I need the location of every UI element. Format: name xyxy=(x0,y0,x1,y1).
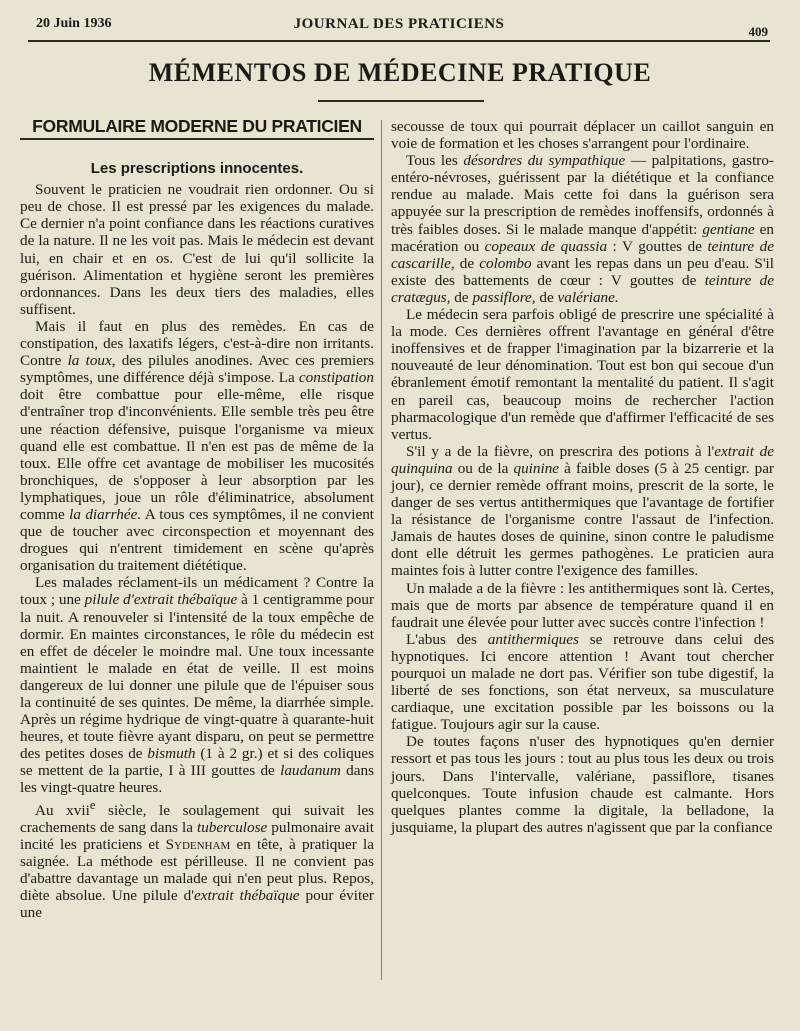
text-run: pulmonaire avait incité les praticiens et xyxy=(20,818,374,853)
text-run: en tête, à pratiquer la saignée. La méthode est périlleuse. Il ne convient pas d'abattre davantage un malade qui n'en peut plus. Repos, diète absolue. Une pilule d' xyxy=(20,835,374,905)
text-run: dans les vingt-quatre heures. xyxy=(20,762,375,797)
emphasis: tuberculose xyxy=(196,818,268,836)
page-title: MÉMENTOS DE MÉDECINE PRATIQUE xyxy=(148,58,652,87)
page-number: 409 xyxy=(748,24,768,39)
title-rule xyxy=(318,100,484,102)
text-run: L'abus des xyxy=(406,630,488,648)
text-run: de xyxy=(454,254,480,272)
text-run: ou de la xyxy=(452,459,514,477)
emphasis: extrait de quinquina xyxy=(391,442,774,477)
superscript: e xyxy=(89,797,96,812)
emphasis: extrait thébaïque xyxy=(193,887,300,905)
emphasis: passiflore, xyxy=(472,288,536,306)
emphasis: quinine xyxy=(513,459,560,477)
paragraph xyxy=(391,152,774,306)
text-run: à 1 centigramme pour la nuit. A renouveler si l'intensité de la toux empêche de dormir. En maintes circonstances, le rôle du médecin est en effet de déceler le moindre mal. Une toux incessante maintient le malade en état de veille. Il est moins dangereux de lui donner une pilule que de l'épuiser sous la continuité de ses quintes. De même, la diarrhée simple. Après un régime hydrique de vingt-quatre à quarante-huit heures, et toute fièvre ayant disparu, on peut se permettre des petites doses de xyxy=(20,591,374,763)
paragraph xyxy=(20,181,374,318)
issue-date: 20 Juin 1936 xyxy=(36,16,112,31)
emphasis: antithermiques xyxy=(487,630,579,648)
author-name: Sydenham xyxy=(165,835,231,853)
paragraph xyxy=(391,580,774,631)
paragraph xyxy=(20,318,374,574)
text-run: en macération ou xyxy=(391,220,775,255)
text-run: Les malades réclament-ils un médicament ? Contre la toux ; une xyxy=(20,574,374,609)
emphasis: teinture de cascarille, xyxy=(391,237,774,272)
text-run: Au xvii xyxy=(35,801,90,819)
paragraph xyxy=(391,443,774,580)
journal-name: JOURNAL DES PRATICIENS xyxy=(293,16,505,32)
emphasis: constipation xyxy=(298,369,374,387)
text-run: Tous les xyxy=(406,152,464,170)
text-run: de xyxy=(535,288,558,306)
text-run: Le médecin sera parfois obligé de prescrire une spécialité à la mode. Ces dernières offrent l'avantage en général d'être inoffensives et de frapper l'imagination par la bizarrerie et la nouveauté de leur dénomination. Tout est bon qui secoue d'un ébranlement émotif remontant la mentalité du patient. Il s'agit en pareil cas, beaucoup moins de rechercher l'action pharmacologique d'un remède que d'affirmer l'efficacité de ses vertus. xyxy=(391,306,774,443)
text-run: (1 à 2 gr.) et si des coliques se mettent de la partie, I à III gouttes de xyxy=(20,745,374,780)
emphasis: laudanum xyxy=(280,762,341,780)
emphasis: la toux, xyxy=(67,352,116,370)
text-run: à faible doses (5 à 25 centigr. par jour), ce dernier remède offrant moins, prescrit de la sorte, le danger de ses vertus antithermiques que l'avantage de fortifier la résistance de l'organisme contre l'assaut de l'infection. Jamais de hautes doses de quinine, sinon contre le paludisme dont elle détruit les germes pathogènes. Le praticien aura maintes fois à lutter contre l'exigence des familles. xyxy=(391,459,774,580)
text-run: Un malade a de la fièvre : les antithermiques sont là. Certes, mais que de morts par absence de température quand il en faudrait une élevée pour lutter avec succès contre l'infection ! xyxy=(391,579,774,631)
emphasis: désordres du sympathique xyxy=(463,152,626,170)
paragraph xyxy=(391,631,774,734)
paragraph xyxy=(391,118,774,152)
text-run: pour éviter une xyxy=(20,887,374,922)
text-run: de xyxy=(450,288,473,306)
column-divider xyxy=(381,120,382,980)
text-run: Mais il faut en plus des remèdes. En cas de constipation, des laxatifs légers, c'est-à-dire non irritants. Contre xyxy=(20,317,374,370)
paragraph xyxy=(391,733,774,836)
right-column xyxy=(391,118,774,836)
emphasis: teinture de cratægus, xyxy=(391,271,774,306)
section-title: FORMULAIRE MODERNE DU PRATICIEN xyxy=(20,118,374,140)
paragraph xyxy=(20,574,374,796)
text-run: S'il y a de la fièvre, on prescrira des potions à l' xyxy=(406,442,715,460)
emphasis: la diarrhée. xyxy=(69,505,142,523)
emphasis: colombo xyxy=(479,254,532,272)
text-run: — palpitations, gastro-entéro-névroses, guérissent par la diététique et la confiance rendue au malade. Mais cette foi dans la guérison sera appuyée sur la prescription de remèdes inoffensifs, ordonnés à très faibles doses. Si le malade manque d'appétit: xyxy=(391,152,774,238)
text-run: secousse de toux qui pourrait déplacer un caillot sanguin en voie de formation et les choses s'arrangent pour l'ordinaire. xyxy=(391,118,774,153)
text-run: doit être combattue pour elle-même, elle risque d'entraîner trop d'inconvénients. Elle semble très peu être une réaction défensive, puisque l'organisme va mieux quand elle est combattue. Il n'en est pas de même de la toux. Elle offre cet avantage de mobiliser les mucosités bronchiques, de s'opposer à leur absorption par les lymphatiques, joue un rôle d'éliminatrice, absolument comme xyxy=(20,386,374,523)
text-run: avant les repas dans un peu d'eau. S'il existe des battements de cœur : V gouttes de xyxy=(391,254,774,289)
emphasis: gentiane xyxy=(702,220,755,238)
text-run: Souvent le praticien ne voudrait rien ordonner. Ou si peu de chose. Il est pressé par les exigences du malade. Ce dernier n'a point confiance dans les réactions curatives de la nature. Il ne les voit pas. Mais le médecin est devant lui, en chair et en os. C'est de lui qu'il sollicite la guérison. Alimentation et hygiène seront les premières ordonnances. Dans les deux tiers des maladies, elles suffisent. xyxy=(20,181,374,318)
left-column xyxy=(20,118,374,921)
emphasis: bismuth xyxy=(147,745,196,763)
emphasis: copeaux de quassia xyxy=(484,237,608,255)
paragraph xyxy=(20,797,374,922)
text-run: A tous ces symptômes, il ne convient que de toucher avec circonspection et moyennant des drogues qui n'entrent timidement en scène qu'après organisation du traitement diététique. xyxy=(20,505,375,575)
text-run: De toutes façons n'user des hypnotiques qu'en dernier ressort et pas tous les jours : tout au plus tous les deux ou trois jours. Dans l'intervalle, valériane, passiflore, tisanes quelconques. Toute infusion chaude est calmante. Hors quelques plantes comme la digitale, la belladone, la jusquiame, la plupart des autres n'agissent que par la confiance xyxy=(391,733,774,836)
section-subtitle: Les prescriptions innocentes. xyxy=(90,160,304,178)
paragraph xyxy=(391,306,774,443)
text-run: : V gouttes de xyxy=(607,237,708,255)
emphasis: valériane. xyxy=(557,288,619,306)
running-head xyxy=(28,16,770,42)
emphasis: pilule d'extrait thébaïque xyxy=(84,591,238,609)
text-run: siècle, le soulagement qui suivait les crachements de sang dans la xyxy=(20,801,374,836)
text-run: des pilules anodines. Avec ces premiers symptômes, une différence déjà s'impose. La xyxy=(20,352,374,387)
text-run: se retrouve dans celui des hypnotiques. Ici encore attention ! Avant tout chercher pourquoi un malade ne dort pas. Vérifier son tube digestif, la liberté de ses fonctions, son état nerveux, sa musculature cardiaque, une excitation possible par les boissons ou la fatigue. Toujours agir sur la cause. xyxy=(391,630,774,734)
